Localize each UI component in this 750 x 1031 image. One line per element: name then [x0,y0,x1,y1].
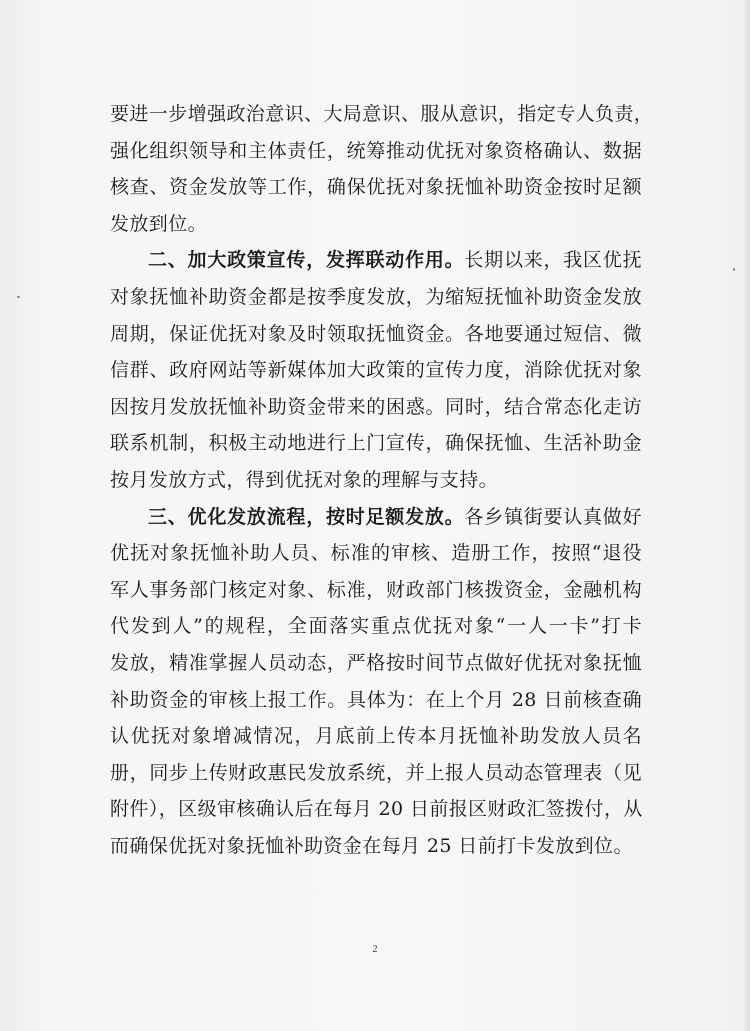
text-line: 对象抚恤补助资金都是按季度发放，为缩短抚恤补助资金发放 [110,285,642,308]
page-edge-shadow [742,0,750,1031]
page-number: 2 [372,944,378,955]
text-line: 发放到位。 [110,212,208,235]
paragraph-optimize-process [110,499,642,865]
text-line: 按月发放方式，得到优抚对象的理解与支持。 [110,468,499,491]
text-line: 因按月发放抚恤补助资金带来的困惑。同时，结合常态化走访 [110,395,642,418]
text-line: 周期，保证优抚对象及时领取抚恤资金。各地要通过短信、微 [110,322,642,345]
paragraph-policy-publicity [110,242,642,498]
text-line: 优抚对象抚恤补助人员、标准的审核、造册工作，按照“退役 [110,542,642,565]
paragraph-first-line [110,242,642,279]
text-line: 联系机制，积极主动地进行上门宣传，确保抚恤、生活补助金 [110,432,642,455]
text-line: 而确保优抚对象抚恤补助资金在每月 25 日前打卡发放到位。 [110,834,633,857]
document-body [110,96,654,864]
section-heading-2: 二、加大政策宣传，发挥联动作用。 [148,249,465,272]
text-line: 强化组织领导和主体责任，统筹推动优抚对象资格确认、数据 [110,139,642,162]
text-line: 册，同步上传财政惠民发放系统，并上报人员动态管理表（见 [110,761,642,784]
scan-speck [733,268,735,271]
paragraph-continuation [110,96,654,242]
text-line: 代发到人”的规程，全面落实重点优抚对象“一人一卡”打卡 [110,615,642,638]
paragraph-first-line [110,499,642,536]
text-line: 要进一步增强政治意识、大局意识、服从意识，指定专人负责， [110,103,654,125]
text-fragment: 各乡镇街要认真做好 [464,505,642,528]
scan-speck [17,296,20,298]
section-heading-3: 三、优化发放流程，按时足额发放。 [148,505,465,528]
text-line: 补助资金的审核上报工作。具体为：在上个月 28 日前核查确 [110,688,642,711]
text-line: 核查、资金发放等工作，确保优抚对象抚恤补助资金按时足额 [110,176,642,199]
text-line: 信群、政府网站等新媒体加大政策的宣传力度，消除优抚对象 [110,359,642,382]
text-line: 附件），区级审核确认后在每月 20 日前报区财政汇签拨付，从 [110,798,643,821]
text-line: 军人事务部门核定对象、标准，财政部门核拨资金，金融机构 [110,578,642,601]
text-fragment: 长期以来，我区优抚 [464,249,642,272]
text-line: 发放，精准掌握人员动态，严格按时间节点做好优抚对象抚恤 [110,651,642,674]
text-line: 认优抚对象增减情况，月底前上传本月抚恤补助发放人员名 [110,725,642,748]
